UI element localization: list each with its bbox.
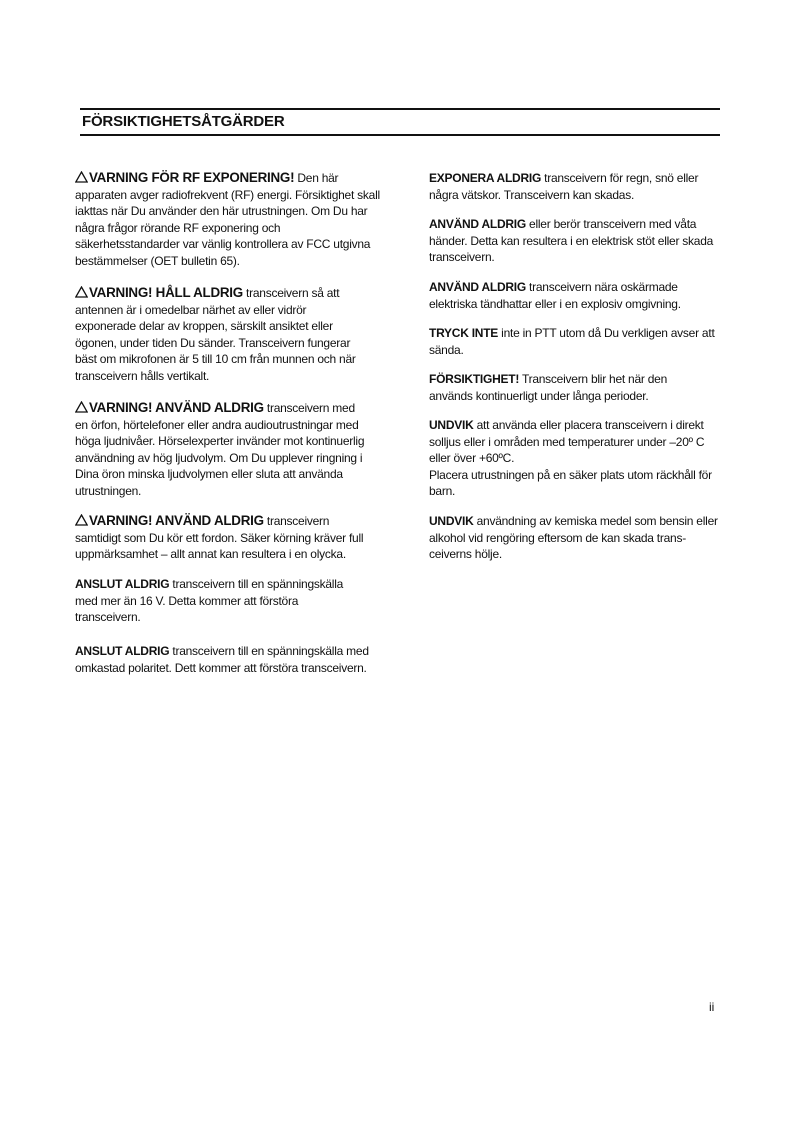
caution-text: eller berör transceivern med våta händer. Detta kan resultera i en elektrisk stöt eller skada transceivern. bbox=[429, 217, 714, 265]
warning-lead: VARNING FÖR RF EXPONERING! bbox=[89, 170, 295, 185]
warning-lead: VARNING! ANVÄND ALDRIG bbox=[89, 513, 264, 528]
caution-text: att använda eller placera transceivern i direkt solljus eller i områden med temperaturer under –20º C eller över +60ºC. bbox=[429, 418, 705, 466]
caution-chemicals bbox=[429, 513, 719, 563]
warning-triangle-icon bbox=[75, 401, 89, 413]
caution-temperature bbox=[429, 417, 719, 500]
warning-triangle-icon bbox=[75, 514, 89, 526]
caution-text: inte in PTT utom då Du verkligen avser att sända. bbox=[429, 326, 715, 357]
caution-explosive bbox=[429, 279, 719, 312]
page-title: FÖRSIKTIGHETSÅTGÄRDER bbox=[82, 113, 285, 130]
caution-reverse-polarity bbox=[75, 643, 375, 676]
caution-lead: TRYCK INTE bbox=[429, 326, 499, 340]
caution-wet-hands bbox=[429, 216, 719, 266]
page-number: ii bbox=[709, 1000, 715, 1014]
warning-audio-volume bbox=[75, 400, 370, 500]
warning-rf-exposure bbox=[75, 170, 385, 270]
warning-text: Den här apparaten avger radiofrekvent (RF) energi. Försiktighet skall iakttas när Du använder den här utrustningen. Om Du har några frågor rörande RF exponering och säkerhetsstandarder var vänlig kontrollera av FCC utgivna bestämmelser (OET bulletin 65). bbox=[75, 171, 380, 268]
caution-lead: ANSLUT ALDRIG bbox=[75, 577, 170, 591]
caution-liquids bbox=[429, 170, 719, 203]
caution-lead: ANVÄND ALDRIG bbox=[429, 217, 526, 231]
warning-text: transceivern samtidigt som Du kör ett fordon. Säker körning kräver full uppmärksamhet – allt annat kan resultera i en olycka. bbox=[75, 514, 364, 562]
caution-lead: UNDVIK bbox=[429, 514, 474, 528]
caution-text: transceivern till en spänningskälla med mer än 16 V. Detta kommer att förstöra transceivern. bbox=[75, 577, 344, 625]
caution-lead: ANSLUT ALDRIG bbox=[75, 644, 170, 658]
header-rule-top bbox=[80, 108, 720, 110]
caution-text: transceivern till en spänningskälla med omkastad polaritet. Dett kommer att förstöra transceivern. bbox=[75, 644, 369, 675]
warning-lead: VARNING! HÅLL ALDRIG bbox=[89, 285, 243, 300]
caution-lead: FÖRSIKTIGHET! bbox=[429, 372, 520, 386]
warning-triangle-icon bbox=[75, 171, 89, 183]
caution-text: användning av kemiska medel som bensin eller alkohol vid rengöring eftersom de kan skada trans-ceiverns hölje. bbox=[429, 514, 718, 562]
header-rule-bottom bbox=[80, 134, 720, 136]
warning-text: transceivern med en örfon, hörtelefoner eller andra audioutrustningar med höga ljudnivåer. Hörselexperter invänder mot kontinuerlig användning av hög ljudvolym. Om Du upplever ringning i Dina öron minska ljudvolymen eller sluta att använda utrustningen. bbox=[75, 401, 365, 498]
warning-text: transceivern så att antennen är i omedelbar närhet av eller vidrör exponerade delar av kroppen, särskilt ansiktet eller ögonen, under tiden Du sänder. Transceivern fungerar bäst om mikrofonen är 5 till 10 cm från munnen och när transceivern hålls vertikalt. bbox=[75, 286, 356, 383]
caution-voltage-limit bbox=[75, 576, 365, 626]
warning-triangle-icon bbox=[75, 286, 89, 298]
caution-text: transceivern för regn, snö eller några vätskor. Transceivern kan skadas. bbox=[429, 171, 699, 202]
caution-text: Transceivern blir het när den används kontinuerligt under långa perioder. bbox=[429, 372, 667, 403]
caution-lead: EXPONERA ALDRIG bbox=[429, 171, 542, 185]
caution-lead: ANVÄND ALDRIG bbox=[429, 280, 526, 294]
caution-lead: UNDVIK bbox=[429, 418, 474, 432]
caution-children-text: Placera utrustningen på en säker plats utom räckhåll för barn. bbox=[429, 467, 712, 499]
warning-driving bbox=[75, 513, 370, 563]
caution-ptt bbox=[429, 325, 719, 358]
warning-antenna-distance bbox=[75, 285, 365, 385]
warning-lead: VARNING! ANVÄND ALDRIG bbox=[89, 400, 264, 415]
caution-text: transceivern nära oskärmade elektriska tändhattar eller i en explosiv omgivning. bbox=[429, 280, 681, 311]
caution-heat bbox=[429, 371, 709, 404]
